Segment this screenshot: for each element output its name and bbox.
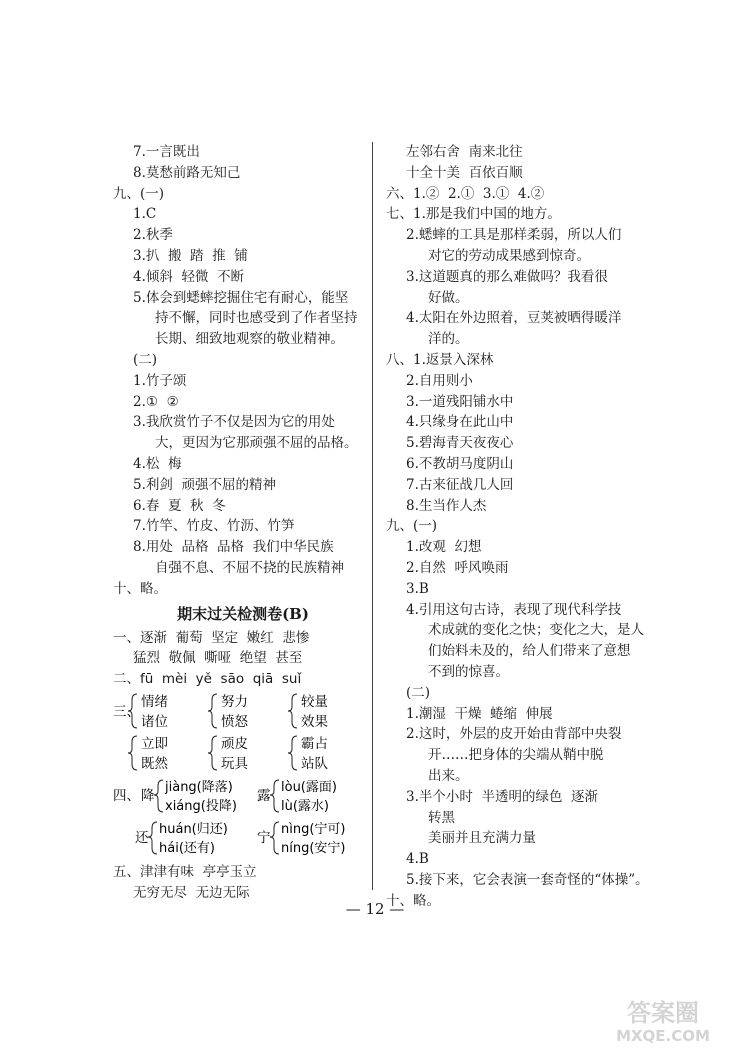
poly-char: 降 [141, 787, 155, 804]
brace-icon [208, 694, 217, 728]
pinyin-answers: 二、fū mèi yě sāo qiā suǐ [113, 671, 302, 688]
answer-line: 2.自然 呼风唤雨 [406, 559, 509, 576]
answer-line: 九、(一) [113, 185, 165, 202]
poly-char: 宁 [257, 829, 271, 846]
answer-line: 八、1.返景入深林 [386, 351, 494, 368]
answer-line: 猛烈 敬佩 嘶哑 绝望 甚至 [133, 650, 303, 667]
answer-line: 4.倾斜 轻微 不断 [133, 268, 245, 285]
answer-line: 5.接下来，它会表演一套奇怪的“体操”。 [406, 871, 649, 888]
answer-line: (二) [406, 684, 431, 701]
answer-line: 3.扒 搬 踏 推 铺 [133, 247, 248, 264]
answer-line: 们始料未及的，给人们带来了意想 [428, 643, 631, 660]
answer-line: 4.只缘身在此山中 [406, 414, 514, 431]
brace-icon [270, 822, 279, 854]
left-column [113, 142, 373, 904]
answer-line: 1.竹子颂 [133, 372, 187, 389]
poly-reading: huán(归还) [159, 821, 228, 837]
answer-line: 自强不息、不屈不挠的民族精神 [155, 559, 344, 576]
answer-line: 7.一言既出 [133, 144, 200, 160]
section-title: 期末过关检测卷(B) [177, 604, 309, 623]
group-word: 愤怒 [221, 713, 248, 730]
brace-icon [288, 736, 297, 770]
answer-line: 十全十美 百依百顺 [406, 164, 523, 181]
left-answers-part2 [113, 628, 373, 670]
answer-line: (二) [133, 351, 158, 368]
answer-line: 4.B [406, 851, 429, 868]
brace-icon [270, 780, 279, 812]
answer-line: 8.莫愁前路无知己 [133, 164, 241, 181]
answer-line: 对它的劳动成果感到惊奇。 [428, 247, 590, 264]
answer-line: 十、略。 [113, 580, 167, 597]
poly-reading: lù(露水) [281, 798, 329, 814]
answer-line: 3.半个小时 半透明的绿色 逐渐 [406, 788, 599, 805]
answer-line: 五、津津有味 亭亭玉立 [113, 863, 257, 880]
answer-line: 长期、细致地观察的敬业精神。 [155, 331, 344, 348]
answer-line: 8.生当作人杰 [406, 497, 487, 514]
answer-line: 持不懈，同时也感受到了作者坚持 [155, 310, 358, 327]
watermark-url: MXQE.COM [616, 1027, 710, 1045]
answer-line: 无穷无尽 无边无际 [133, 884, 250, 901]
poly-reading: nìng(宁可) [281, 821, 346, 837]
answer-line: 5.体会到蟋蟀挖掘住宅有耐心，能坚 [133, 289, 349, 306]
poly-reading: níng(安宁) [281, 840, 346, 856]
brace-icon [154, 780, 163, 812]
group-word: 玩具 [221, 755, 248, 772]
answer-line: 左邻右舍 南来北往 [406, 144, 523, 160]
answer-line: 7.竹竿、竹皮、竹沥、竹笋 [133, 518, 295, 535]
brace-icon [288, 694, 297, 728]
group-word: 努力 [221, 693, 248, 710]
answer-line: 6.不教胡马度阴山 [406, 455, 514, 472]
answer-line: 5.利剑 顽强不屈的精神 [133, 476, 276, 493]
left-answers-part3 [113, 862, 373, 904]
answer-line: 2.秋季 [133, 227, 173, 244]
answer-line: 九、(一) [386, 518, 438, 535]
answer-line: 出来。 [428, 767, 469, 784]
right-column [386, 142, 656, 911]
answer-line: 2.蟋蟀的工具是那样柔弱，所以人们 [406, 227, 622, 244]
answer-line: 不到的惊喜。 [428, 663, 509, 680]
group-word: 既然 [141, 755, 168, 772]
group-row-2 [128, 735, 328, 772]
answer-line: 4.松 梅 [133, 455, 182, 472]
group-word: 顽皮 [221, 735, 248, 752]
group-word: 较量 [301, 693, 328, 710]
answer-line: 美丽并且充满力量 [428, 830, 536, 847]
answer-line: 3.B [406, 580, 429, 597]
answer-line: 2.这时，外层的皮开始由背部中央裂 [406, 726, 622, 743]
answer-line: 1.改观 幻想 [406, 539, 482, 556]
group-word: 霸占 [301, 735, 328, 752]
answer-line: 6.春 夏 秋 冬 [133, 497, 226, 514]
answer-line: 8.用处 品格 品格 我们中华民族 [133, 539, 334, 556]
watermark-logo [598, 993, 728, 1045]
poly-char: 露 [257, 787, 271, 804]
answer-line: 一、逐渐 葡萄 坚定 嫩红 悲惨 [113, 629, 310, 646]
group-word: 效果 [301, 713, 328, 730]
brace-icon [128, 736, 137, 770]
answer-line: 1.潮湿 干燥 蜷缩 伸展 [406, 705, 553, 722]
answer-line: 好做。 [428, 289, 469, 306]
section3-label: 三、 [113, 703, 140, 720]
answer-line: 7.古来征战几人回 [406, 476, 514, 493]
group-word: 情绪 [141, 693, 168, 710]
poly-reading: hái(还有) [159, 840, 215, 856]
left-answers-part1 [113, 142, 373, 600]
answer-line: 3.我欣赏竹子不仅是因为它的用处 [133, 414, 335, 431]
answer-line: 5.碧海青天夜夜心 [406, 435, 514, 452]
answer-line: 术成就的变化之快；变化之大，是人 [428, 622, 644, 639]
answer-line: 4.引用这句古诗，表现了现代科学技 [406, 601, 622, 618]
poly-char: 还 [135, 829, 149, 846]
answer-line: 3.一道残阳铺水中 [406, 393, 514, 410]
answer-line: 洋的。 [428, 331, 469, 348]
answer-line: 开……把身体的尖端从鞘中脱 [428, 747, 604, 764]
poly-reading: lòu(露面) [281, 779, 337, 795]
answer-line: 2.① ② [133, 393, 179, 410]
answer-line: 4.太阳在外边照着，豆荚被晒得暖洋 [406, 310, 622, 327]
brace-icon [148, 822, 157, 854]
word-groups [113, 690, 373, 776]
answer-line: 七、1.那是我们中国的地方。 [386, 206, 561, 223]
poly-reading: xiáng(投降) [165, 798, 237, 814]
section4-label: 四、 [113, 787, 140, 804]
page-number: — 12 — [345, 900, 405, 918]
right-answers [386, 142, 656, 911]
brace-icon [208, 736, 217, 770]
polyphonic-section [113, 776, 373, 862]
group-word: 立即 [141, 735, 168, 752]
group-word: 站队 [301, 755, 328, 772]
answer-line: 十、略。 [386, 892, 440, 909]
answer-line: 1.C [133, 206, 157, 223]
poly-reading: jiàng(降落) [165, 779, 233, 795]
watermark-title: 答案圈 [627, 999, 699, 1027]
answer-line: 3.这道题真的那么难做吗？我看很 [406, 268, 608, 285]
answer-line: 大，更因为它那顽强不屈的品格。 [155, 435, 358, 452]
group-row-1 [128, 693, 328, 730]
group-word: 诸位 [141, 713, 168, 730]
answer-line: 六、1.② 2.① 3.① 4.② [386, 185, 545, 202]
answer-line: 2.自用则小 [406, 372, 473, 389]
answer-line: 转黑 [428, 809, 455, 826]
